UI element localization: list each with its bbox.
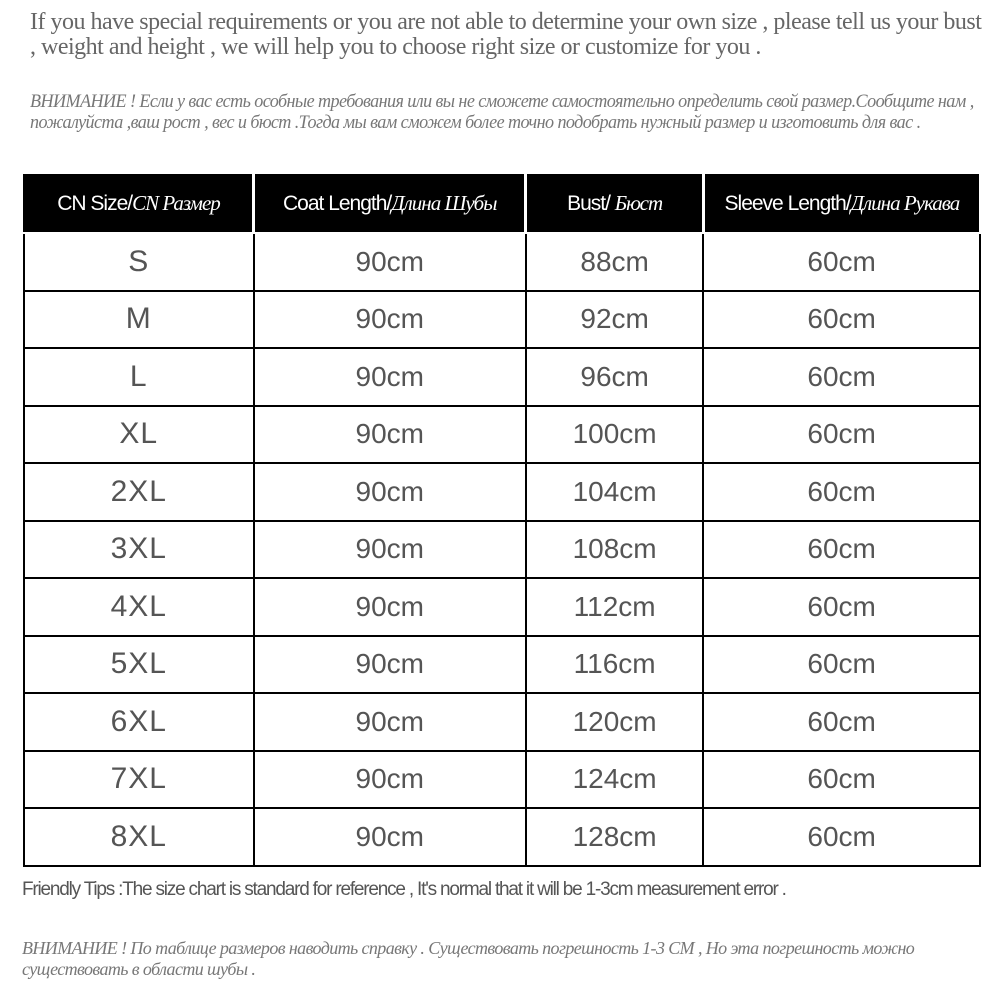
coat-length-cell: 90cm — [254, 233, 526, 291]
bust-cell: 112cm — [526, 578, 703, 636]
size-cell: 2XL — [24, 463, 254, 521]
coat-length-cell: 90cm — [254, 521, 526, 579]
sleeve-length-cell: 60cm — [703, 578, 980, 636]
bust-cell: 88cm — [526, 233, 703, 291]
sleeve-length-cell: 60cm — [703, 636, 980, 694]
table-row — [24, 233, 980, 291]
coat-length-cell: 90cm — [254, 693, 526, 751]
intro-russian: ВНИМАНИЕ ! Если у вас есть особные требования или вы не сможете самостоятельно определить свой размер.Сообщите нам , пожалуйста ,ваш рост , вес и бюст .Тогда мы вам сможем более точно подобрать нужный размер и изготовить для вас . — [30, 92, 974, 133]
header-en: Bust/ — [567, 191, 615, 215]
size-cell: 7XL — [24, 751, 254, 809]
size-cell: M — [24, 291, 254, 349]
bust-cell: 124cm — [526, 751, 703, 809]
size-cell: 3XL — [24, 521, 254, 579]
table-row — [24, 693, 980, 751]
tips-russian: ВНИМАНИЕ ! По таблице размеров наводить справку . Существовать погрешность 1-3 СМ , Но эта погрешность можно существовать в области шубы . — [22, 938, 915, 979]
size-cell: 6XL — [24, 693, 254, 751]
size-chart-table — [23, 172, 981, 867]
column-header — [703, 173, 980, 233]
table-row — [24, 636, 980, 694]
intro-english: If you have special requirements or you are not able to determine your own size , please tell us your bust , weight and height , we will help you to choose right size or customize for you . — [30, 9, 982, 60]
sleeve-length-cell: 60cm — [703, 521, 980, 579]
table-row — [24, 348, 980, 406]
coat-length-cell: 90cm — [254, 636, 526, 694]
header-en: CN Size/ — [57, 191, 133, 215]
table-row — [24, 578, 980, 636]
sleeve-length-cell: 60cm — [703, 463, 980, 521]
size-cell: 4XL — [24, 578, 254, 636]
coat-length-cell: 90cm — [254, 406, 526, 464]
coat-length-cell: 90cm — [254, 348, 526, 406]
bust-cell: 104cm — [526, 463, 703, 521]
coat-length-cell: 90cm — [254, 463, 526, 521]
table-row — [24, 808, 980, 866]
bust-cell: 128cm — [526, 808, 703, 866]
header-ru: CN Размер — [132, 190, 220, 215]
header-ru: Длина Шубы — [391, 190, 497, 215]
sleeve-length-cell: 60cm — [703, 751, 980, 809]
size-cell: 5XL — [24, 636, 254, 694]
bust-cell: 96cm — [526, 348, 703, 406]
bust-cell: 120cm — [526, 693, 703, 751]
sleeve-length-cell: 60cm — [703, 406, 980, 464]
sleeve-length-cell: 60cm — [703, 348, 980, 406]
header-ru: Длина Рукава — [850, 190, 960, 215]
size-cell: XL — [24, 406, 254, 464]
column-header — [254, 173, 526, 233]
size-cell: S — [24, 233, 254, 291]
table-row — [24, 521, 980, 579]
bust-cell: 116cm — [526, 636, 703, 694]
bust-cell: 108cm — [526, 521, 703, 579]
sleeve-length-cell: 60cm — [703, 693, 980, 751]
table-row — [24, 291, 980, 349]
sleeve-length-cell: 60cm — [703, 233, 980, 291]
bust-cell: 100cm — [526, 406, 703, 464]
header-row — [24, 173, 980, 233]
coat-length-cell: 90cm — [254, 751, 526, 809]
header-en: Coat Length/ — [283, 191, 392, 215]
coat-length-cell: 90cm — [254, 578, 526, 636]
sleeve-length-cell: 60cm — [703, 808, 980, 866]
column-header — [24, 173, 254, 233]
size-cell: 8XL — [24, 808, 254, 866]
sleeve-length-cell: 60cm — [703, 291, 980, 349]
column-header — [526, 173, 703, 233]
table-row — [24, 463, 980, 521]
friendly-tips-english: Friendly Tips :The size chart is standard for reference , It's normal that it will be 1-3cm measurement error . — [22, 879, 786, 900]
table-row — [24, 406, 980, 464]
coat-length-cell: 90cm — [254, 291, 526, 349]
coat-length-cell: 90cm — [254, 808, 526, 866]
header-en: Sleeve Length/ — [724, 191, 851, 215]
bust-cell: 92cm — [526, 291, 703, 349]
size-cell: L — [24, 348, 254, 406]
header-ru: Бюст — [614, 190, 663, 215]
table-row — [24, 751, 980, 809]
